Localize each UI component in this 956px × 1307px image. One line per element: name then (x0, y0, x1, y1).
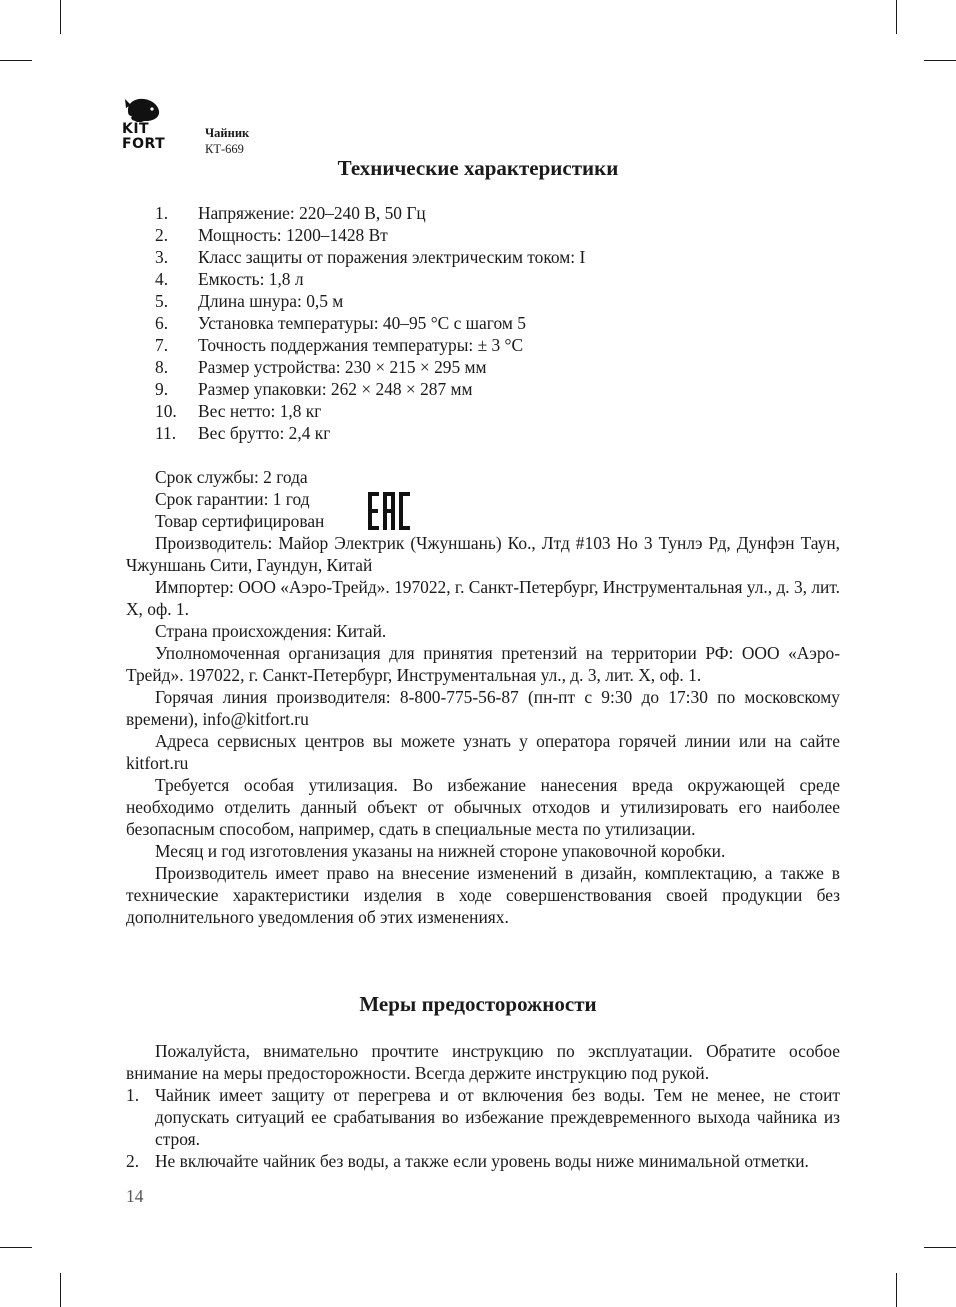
spec-item (155, 312, 585, 334)
service-centers-paragraph: Адреса сервисных центров вы можете узнать у оператора горячей линии или на сайте kitfort.ru (126, 731, 840, 773)
spec-item (155, 246, 585, 268)
spec-item (155, 224, 585, 246)
precaution-number: 1. (126, 1085, 140, 1105)
crop-mark (896, 1273, 897, 1307)
spec-number: 4. (155, 269, 169, 289)
certified: Товар сертифицирован (155, 511, 325, 531)
spec-item (155, 290, 585, 312)
spec-number: 10. (155, 401, 177, 421)
specs-list (155, 202, 585, 444)
spec-number: 5. (155, 291, 169, 311)
spec-text: Длина шнура: 0,5 м (198, 291, 344, 311)
spec-number: 8. (155, 357, 169, 377)
product-info (205, 125, 249, 157)
changes-paragraph: Производитель имеет право на внесение изменений в дизайн, комплектацию, а также в технические характеристики изделия в ходе совершенствования своей продукции без дополнительного уведомления об этих изменениях. (126, 863, 840, 927)
precaution-item (126, 1084, 840, 1150)
kitfort-whale-icon (122, 96, 162, 122)
claims-paragraph: Уполномоченная организация для принятия претензий на территории РФ: ООО «Аэро-Трейд». 197022, г. Санкт-Петербург, Инструментальная ул., д. 3, лит. Х, оф. 1. (126, 643, 840, 685)
spec-text: Точность поддержания температуры: ± 3 °С (198, 335, 524, 355)
precaution-item (126, 1150, 840, 1172)
hotline-paragraph: Горячая линия производителя: 8-800-775-56-87 (пн-пт с 9:30 до 17:30 по московскому времени), info@kitfort.ru (126, 687, 840, 729)
specs-title: Технические характеристики (337, 156, 619, 180)
precautions-intro: Пожалуйста, внимательно прочтите инструкцию по эксплуатации. Обратите особое внимание на меры предосторожности. Всегда держите инструкцию под рукой. (126, 1041, 840, 1083)
precautions-title: Меры предосторожности (359, 992, 597, 1016)
spec-text: Размер устройства: 230 × 215 × 295 мм (198, 357, 487, 377)
importer-paragraph: Импортер: ООО «Аэро-Трейд». 197022, г. Санкт-Петербург, Инструментальная ул., д. 3, лит. Х, оф. 1. (126, 577, 841, 619)
crop-mark (60, 0, 61, 34)
spec-text: Напряжение: 220–240 В, 50 Гц (198, 203, 426, 223)
kitfort-logo (122, 96, 194, 152)
crop-mark (0, 1247, 32, 1248)
spec-text: Размер упаковки: 262 × 248 × 287 мм (198, 379, 473, 399)
spec-number: 7. (155, 335, 169, 355)
spec-number: 6. (155, 313, 169, 333)
spec-number: 1. (155, 203, 169, 223)
product-name: Чайник (205, 126, 250, 140)
spec-text: Класс защиты от поражения электрическим током: I (198, 247, 586, 267)
spec-text: Вес брутто: 2,4 кг (198, 423, 331, 443)
spec-number: 2. (155, 225, 169, 245)
origin-paragraph: Страна происхождения: Китай. (155, 621, 387, 641)
precaution-text: Не включайте чайник без воды, а также если уровень воды ниже минимальной отметки. (155, 1151, 809, 1171)
spec-item (155, 356, 585, 378)
product-model: КТ-669 (205, 142, 244, 156)
precautions-list (126, 1084, 840, 1172)
spec-item (155, 400, 585, 422)
precaution-text: Чайник имеет защиту от перегрева и от включения без воды. Тем не менее, не стоит допускать ситуаций ее срабатывания во избежание преждевременного выхода чайника из строя. (155, 1085, 840, 1149)
spec-item (155, 268, 585, 290)
crop-mark (924, 1247, 956, 1248)
eac-mark-icon (368, 490, 410, 532)
crop-mark (896, 0, 897, 34)
spec-item (155, 334, 585, 356)
warranty: Срок гарантии: 1 год (155, 489, 310, 509)
brand-line-1: KIT (122, 121, 150, 137)
info-paragraphs (126, 532, 840, 928)
disposal-paragraph: Требуется особая утилизация. Во избежание нанесения вреда окружающей среде необходимо отделить данный объект от обычных отходов и утилизировать его наиболее безопасным способом, например, сдать в специальные места по утилизации. (126, 775, 840, 839)
service-life: Срок службы: 2 года (155, 467, 308, 487)
page-number: 14 (126, 1186, 144, 1206)
warranty-block (155, 466, 324, 532)
precaution-number: 2. (126, 1151, 140, 1171)
spec-number: 9. (155, 379, 169, 399)
spec-item (155, 202, 585, 224)
manufacture-date-paragraph: Месяц и год изготовления указаны на нижней стороне упаковочной коробки. (155, 841, 726, 861)
spec-number: 11. (155, 423, 177, 443)
brand-line-2: FORT (122, 136, 166, 152)
manufacturer-paragraph: Производитель: Майор Электрик (Чжуншань) Ко., Лтд #103 Но 3 Тунлэ Рд, Дунфэн Таун, Чжуншань Сити, Гаундун, Китай (126, 533, 840, 575)
spec-text: Установка температуры: 40–95 °С с шагом 5 (198, 313, 526, 333)
precautions-intro-block (126, 1040, 840, 1084)
crop-mark (60, 1273, 61, 1307)
crop-mark (924, 60, 956, 61)
spec-text: Мощность: 1200–1428 Вт (198, 225, 388, 245)
spec-item (155, 422, 585, 444)
spec-item (155, 378, 585, 400)
spec-text: Вес нетто: 1,8 кг (198, 401, 322, 421)
spec-number: 3. (155, 247, 169, 267)
crop-mark (0, 60, 32, 61)
spec-text: Емкость: 1,8 л (198, 269, 304, 289)
